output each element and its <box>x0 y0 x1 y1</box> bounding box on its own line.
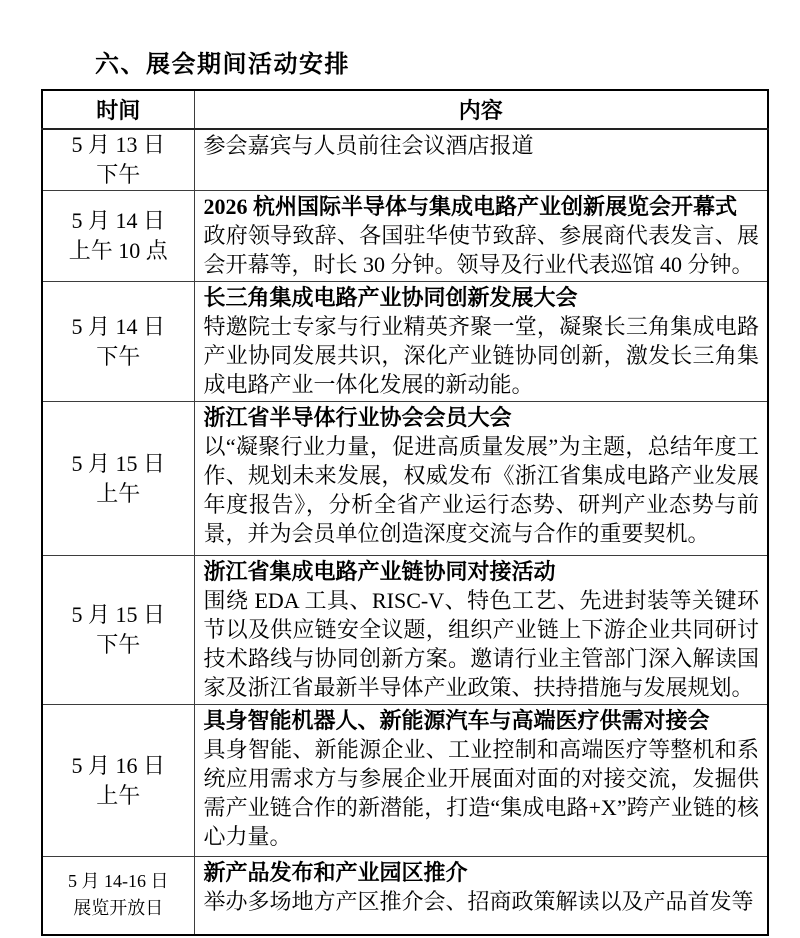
event-title: 新产品发布和产业园区推介 <box>203 860 468 885</box>
time-column-header: 时间 <box>42 90 194 129</box>
event-title: 具身智能机器人、新能源汽车与高端医疗供需对接会 <box>203 708 710 733</box>
time-cell <box>42 402 194 556</box>
time-period: 上午 <box>96 480 141 506</box>
table-row <box>42 857 768 935</box>
content-cell <box>194 705 768 857</box>
time-period: 上午 <box>96 782 141 808</box>
table-row <box>42 129 768 191</box>
table-row <box>42 402 768 556</box>
content-cell <box>194 556 768 705</box>
time-period: 下午 <box>96 343 141 369</box>
event-description: 参会嘉宾与人员前往会议酒店报道 <box>203 133 534 158</box>
time-period: 下午 <box>96 632 141 657</box>
time-date: 5 月 13 日 <box>71 132 165 157</box>
event-description: 具身智能、新能源企业、工业控制和高端医疗等整机和系统应用需求方与参展企业开展面对面的对接交流，发掘供需产业链合作的新潜能，打造“集成电路+X”跨产业链的核心力量。 <box>203 737 759 849</box>
time-date: 5 月 16 日 <box>71 752 165 778</box>
schedule-table <box>41 89 769 936</box>
event-title: 长三角集成电路产业协同创新发展大会 <box>203 285 578 310</box>
event-title: 浙江省集成电路产业链协同对接活动 <box>203 559 556 584</box>
content-cell <box>194 857 768 935</box>
time-date: 5 月 14-16 日 <box>68 871 169 892</box>
time-date: 5 月 14 日 <box>71 208 165 233</box>
event-title: 浙江省半导体行业协会会员大会 <box>203 405 512 430</box>
time-period: 下午 <box>96 162 141 187</box>
table-header-row <box>42 90 768 129</box>
table-row <box>42 705 768 857</box>
content-cell <box>194 191 768 282</box>
event-description: 围绕 EDA 工具、RISC-V、特色工艺、先进封装等关键环节以及供应链安全议题，组织产业链上下游企业共同研讨技术路线与协同创新方案。邀请行业主管部门深入解读国家及浙江省最新半导体产业政策、扶持措施与发展规划。 <box>203 588 759 700</box>
time-cell <box>42 857 194 935</box>
event-title: 2026 杭州国际半导体与集成电路产业创新展览会开幕式 <box>203 194 738 219</box>
time-date: 5 月 15 日 <box>71 450 165 476</box>
section-heading: 六、展会期间活动安排 <box>95 52 350 78</box>
time-cell <box>42 129 194 191</box>
event-description: 以“凝聚行业力量，促进高质量发展”为主题，总结年度工作、规划未来发展，权威发布《浙江省集成电路产业发展年度报告》，分析全省产业运行态势、研判产业态势与前景，并为会员单位创造深度交流与合作的重要契机。 <box>203 434 759 546</box>
table-row <box>42 556 768 705</box>
time-date: 5 月 15 日 <box>71 602 165 627</box>
time-cell <box>42 705 194 857</box>
time-period: 上午 10 点 <box>68 238 168 263</box>
time-cell <box>42 556 194 705</box>
content-cell <box>194 129 768 191</box>
event-description: 举办多场地方产区推介会、招商政策解读以及产品首发等 <box>203 889 754 914</box>
content-cell <box>194 282 768 402</box>
time-cell <box>42 282 194 402</box>
table-row <box>42 191 768 282</box>
content-column-header: 内容 <box>194 90 768 129</box>
table-row <box>42 282 768 402</box>
time-period: 展览开放日 <box>73 898 164 919</box>
time-date: 5 月 14 日 <box>71 313 165 339</box>
event-description: 特邀院士专家与行业精英齐聚一堂，凝聚长三角集成电路产业协同发展共识，深化产业链协同创新，激发长三角集成电路产业一体化发展的新动能。 <box>203 314 759 397</box>
event-description: 政府领导致辞、各国驻华使节致辞、参展商代表发言、展会开幕等，时长 30 分钟。领导及行业代表巡馆 40 分钟。 <box>203 223 759 277</box>
time-cell <box>42 191 194 282</box>
content-cell <box>194 402 768 556</box>
